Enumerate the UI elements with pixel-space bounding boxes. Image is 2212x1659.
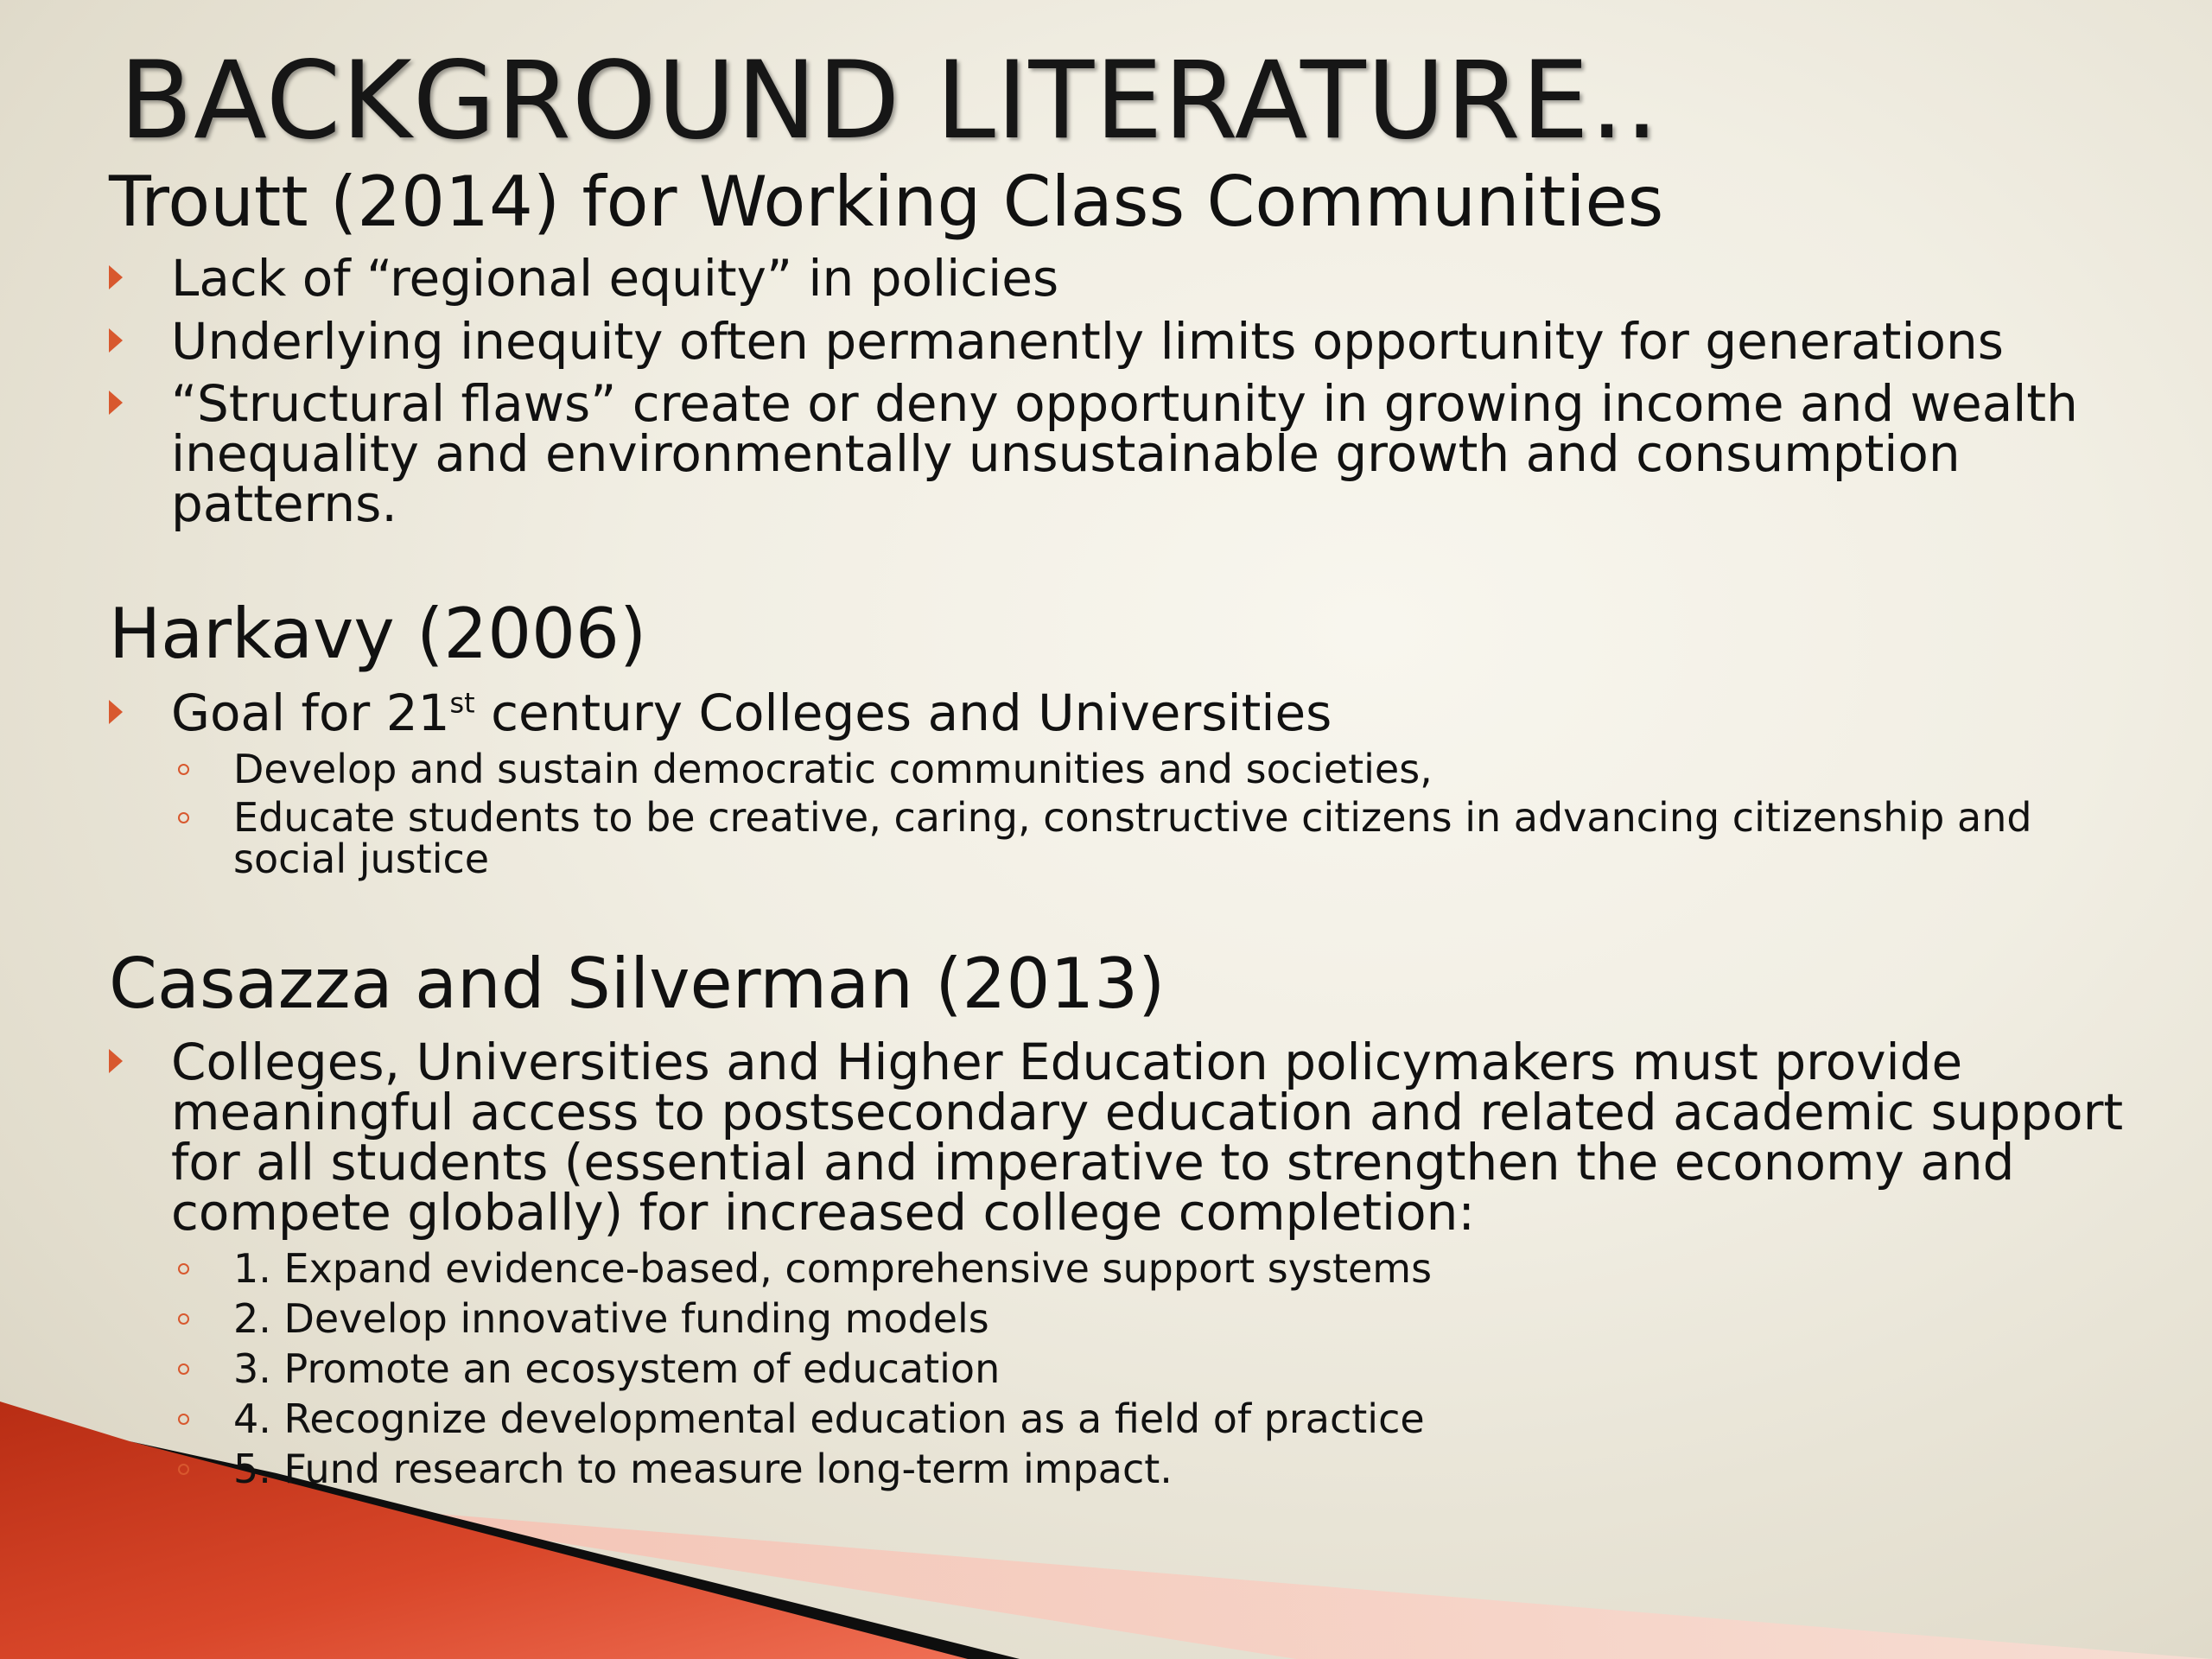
sub-bullet-text: Educate students to be creative, caring, constructive citizens in advancing citizenship and social justice xyxy=(233,794,2032,882)
bullet-text-superscript: st xyxy=(449,686,475,720)
sub-bullet-text: 2. Develop innovative funding models xyxy=(233,1295,989,1342)
sub-bullet-ring-icon xyxy=(178,1464,189,1475)
bullet-text-before: Goal for 21 xyxy=(171,683,450,742)
sub-bullet-item xyxy=(233,794,2143,882)
sub-bullet-ring-icon xyxy=(178,764,189,775)
sub-bullet-item xyxy=(233,748,2134,790)
sub-bullet-item xyxy=(233,1245,2134,1292)
bullet-item xyxy=(171,1033,2150,1242)
section-heading-casazza-silverman: Casazza and Silverman (2013) xyxy=(109,944,1166,1024)
sub-bullet-ring-icon xyxy=(178,1263,189,1274)
bullet-arrow-icon xyxy=(109,391,123,415)
bullet-arrow-icon xyxy=(109,265,123,289)
sub-bullet-text: 5. Fund research to measure long-term impact. xyxy=(233,1446,1173,1492)
sub-bullet-item xyxy=(233,1395,2134,1442)
section-heading-harkavy: Harkavy (2006) xyxy=(109,594,647,674)
bullet-text: Lack of “regional equity” in policies xyxy=(171,249,1059,308)
sub-bullet-item xyxy=(233,1345,2134,1392)
sub-bullet-ring-icon xyxy=(178,1414,189,1425)
sub-bullet-text: 3. Promote an ecosystem of education xyxy=(233,1345,1001,1392)
sub-bullet-text: Develop and sustain democratic communities and societies, xyxy=(233,746,1433,792)
bullet-arrow-icon xyxy=(109,328,123,353)
bullet-text: Colleges, Universities and Higher Education policymakers must provide meaningful access to postsecondary education and related academic support for all students (essential and imperative to strengthen the economy and compete globally) for increased college completion: xyxy=(171,1033,2124,1242)
bullet-arrow-icon xyxy=(109,700,123,724)
bullet-item xyxy=(171,683,2141,742)
bullet-text-after: century Colleges and Universities xyxy=(474,683,1332,742)
bullet-text: Underlying inequity often permanently limits opportunity for generations xyxy=(171,312,2004,371)
sub-bullet-item xyxy=(233,1295,2134,1342)
sub-bullet-ring-icon xyxy=(178,812,189,823)
bullet-item xyxy=(171,249,2141,308)
bullet-text: “Structural flaws” create or deny opportunity in growing income and wealth inequality and environmentally unsustainable growth and consumption patterns. xyxy=(171,374,2078,533)
section-heading-troutt: Troutt (2014) for Working Class Communities xyxy=(109,162,1664,242)
bullet-item xyxy=(171,374,2107,533)
sub-bullet-item xyxy=(233,1448,2134,1490)
sub-bullet-text: 4. Recognize developmental education as a field of practice xyxy=(233,1395,1425,1442)
sub-bullet-ring-icon xyxy=(178,1363,189,1375)
slide-title: BACKGROUND LITERATURE.. xyxy=(119,39,1660,163)
sub-bullet-text: 1. Expand evidence-based, comprehensive support systems xyxy=(233,1245,1433,1292)
bullet-item xyxy=(171,312,2141,371)
sub-bullet-ring-icon xyxy=(178,1313,189,1325)
bullet-arrow-icon xyxy=(109,1049,123,1073)
